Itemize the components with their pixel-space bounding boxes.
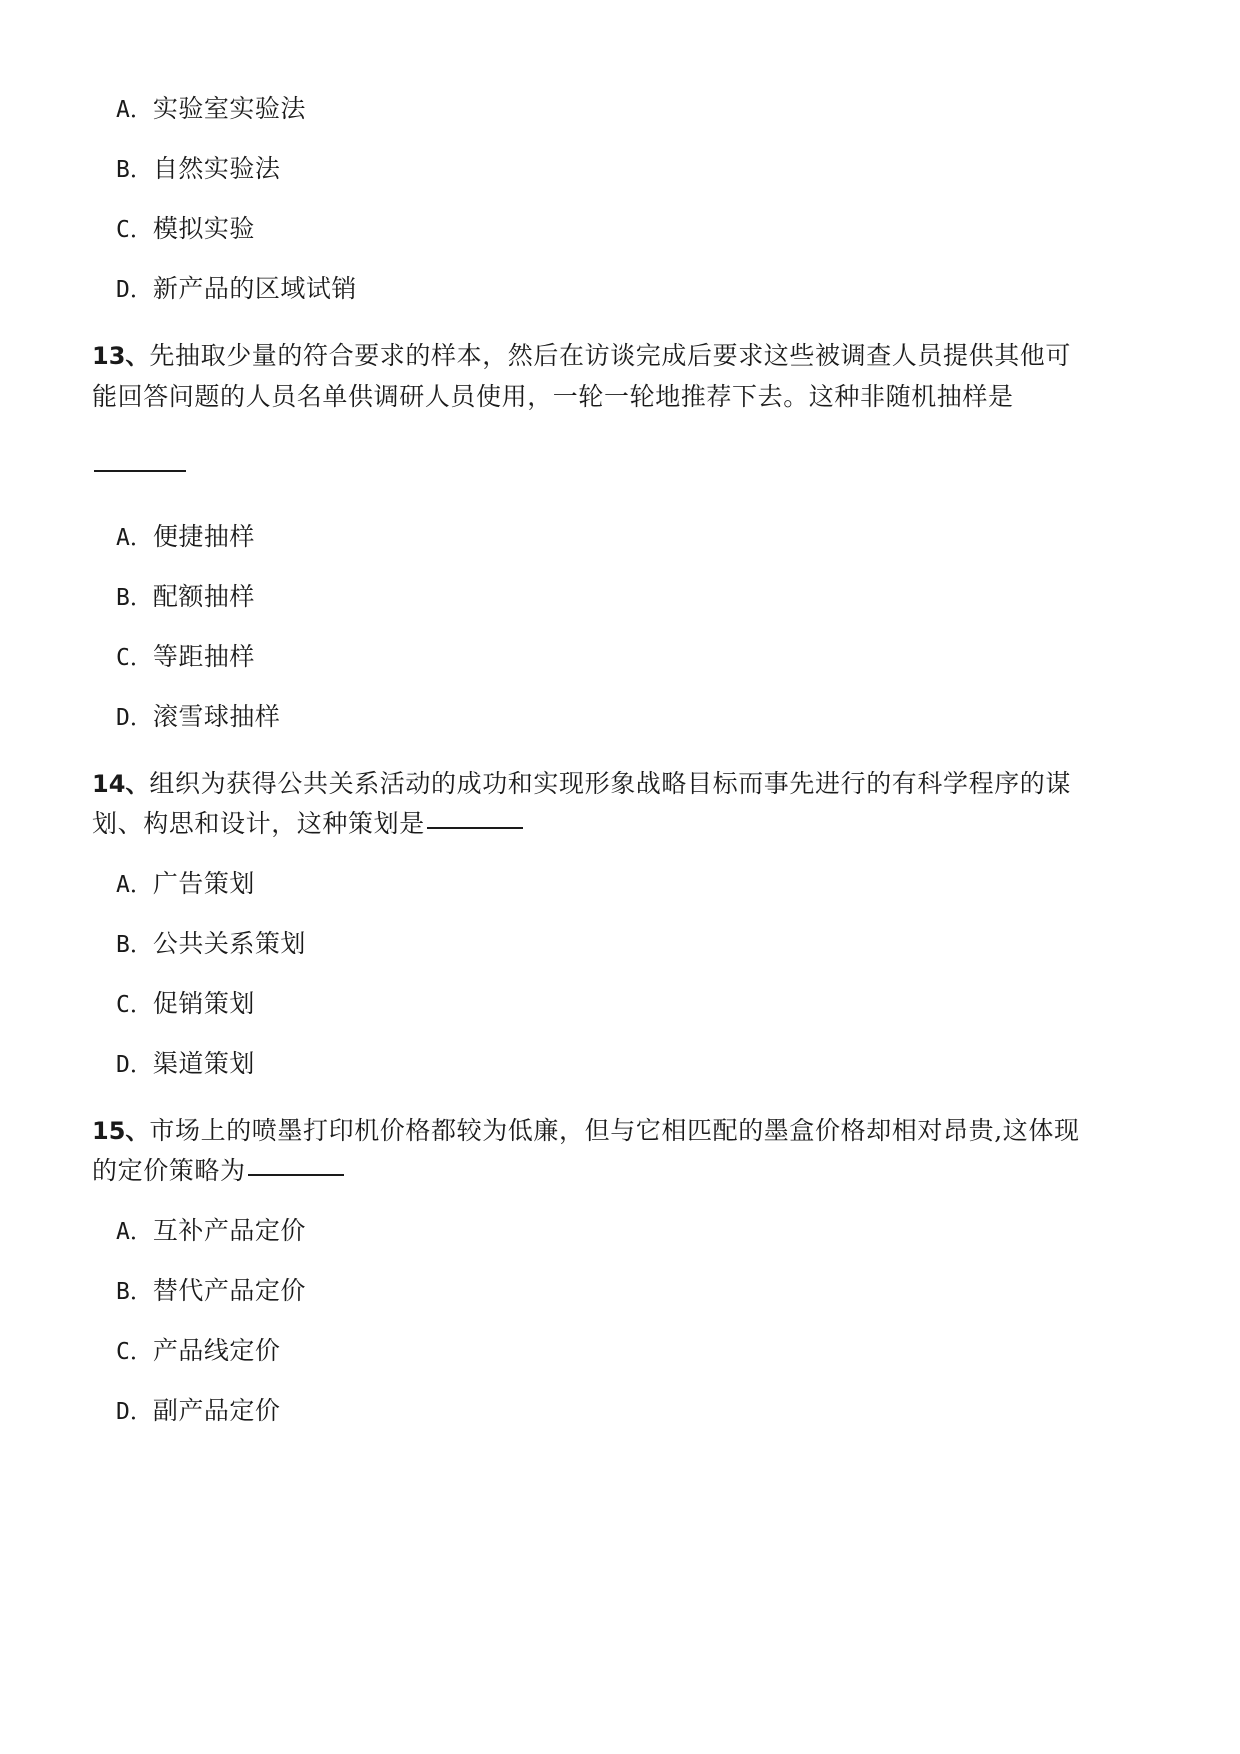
list-item <box>92 156 1148 182</box>
question-stem-continued <box>92 1151 1148 1192</box>
question-stem <box>92 764 1148 805</box>
answer-blank-line <box>92 447 1148 488</box>
option-text: 滚雪球抽样 <box>152 701 281 731</box>
document-body <box>92 96 1148 1424</box>
list-item <box>92 581 1148 611</box>
option-group-top <box>92 96 1148 302</box>
option-label: A． <box>116 1218 153 1245</box>
question-number: 15、 <box>92 1116 150 1145</box>
question-number: 14、 <box>92 769 150 798</box>
option-label: A． <box>116 524 153 551</box>
question-15 <box>92 1111 1148 1192</box>
list-item <box>92 96 1148 122</box>
option-label: A． <box>116 97 153 123</box>
question-stem-line-2: 的定价策略为 <box>92 1156 246 1185</box>
option-text: 促销策划 <box>152 988 255 1018</box>
answer-blank[interactable] <box>427 826 523 829</box>
option-text: 配额抽样 <box>152 581 255 611</box>
list-item <box>92 1275 1148 1305</box>
list-item <box>92 216 1148 242</box>
answer-blank[interactable] <box>248 1173 344 1176</box>
option-label: A． <box>116 871 153 898</box>
option-text: 广告策划 <box>152 868 255 898</box>
question-14 <box>92 764 1148 845</box>
list-item <box>92 701 1148 731</box>
question-number: 13、 <box>92 342 150 370</box>
list-item <box>92 1048 1148 1078</box>
option-label: B． <box>116 1278 153 1305</box>
question-13 <box>92 336 1148 488</box>
list-item <box>92 868 1148 898</box>
list-item <box>92 1395 1148 1425</box>
option-label: D． <box>116 1051 153 1078</box>
question-stem <box>92 336 1148 377</box>
option-text: 便捷抽样 <box>152 521 255 551</box>
option-text: 等距抽样 <box>152 641 255 671</box>
option-text: 模拟实验 <box>152 214 255 243</box>
answer-blank[interactable] <box>94 469 186 472</box>
option-text: 互补产品定价 <box>152 1215 306 1245</box>
option-text: 副产品定价 <box>152 1395 281 1425</box>
option-label: C． <box>116 644 153 671</box>
list-item <box>92 988 1148 1018</box>
option-group-13 <box>92 521 1148 731</box>
question-stem <box>92 1111 1148 1152</box>
list-item <box>92 276 1148 302</box>
question-stem-continued <box>92 377 1148 418</box>
question-stem-line-2: 划、构思和设计，这种策划是 <box>92 809 425 838</box>
option-text: 实验室实验法 <box>152 94 306 123</box>
question-stem-line-1: 市场上的喷墨打印机价格都较为低廉，但与它相匹配的墨盒价格却相对昂贵,这体现 <box>149 1115 1080 1145</box>
option-label: B． <box>116 931 153 958</box>
question-stem-line-1: 先抽取少量的符合要求的样本，然后在访谈完成后要求这些被调查人员提供其他可 <box>149 341 1072 370</box>
list-item <box>92 928 1148 958</box>
option-label: C． <box>116 991 153 1018</box>
list-item <box>92 521 1148 551</box>
option-label: D． <box>116 704 153 731</box>
option-text: 自然实验法 <box>152 154 281 183</box>
option-label: C． <box>116 1338 153 1365</box>
option-text: 新产品的区域试销 <box>152 274 357 303</box>
option-text: 替代产品定价 <box>152 1275 306 1305</box>
question-stem-line-2: 能回答问题的人员名单供调研人员使用，一轮一轮地推荐下去。这种非随机抽样是 <box>92 381 1014 411</box>
option-label: C． <box>116 217 153 243</box>
option-label: D． <box>116 1398 153 1425</box>
list-item <box>92 641 1148 671</box>
option-label: D． <box>116 277 153 303</box>
option-group-15 <box>92 1215 1148 1425</box>
question-stem-line-1: 组织为获得公共关系活动的成功和实现形象战略目标而事先进行的有科学程序的谋 <box>149 768 1072 798</box>
option-label: B． <box>116 584 153 611</box>
option-group-14 <box>92 868 1148 1078</box>
option-text: 产品线定价 <box>152 1335 281 1365</box>
option-text: 公共关系策划 <box>152 928 306 958</box>
question-stem-continued <box>92 804 1148 845</box>
list-item <box>92 1215 1148 1245</box>
option-text: 渠道策划 <box>152 1048 255 1078</box>
option-label: B． <box>116 157 153 183</box>
list-item <box>92 1335 1148 1365</box>
